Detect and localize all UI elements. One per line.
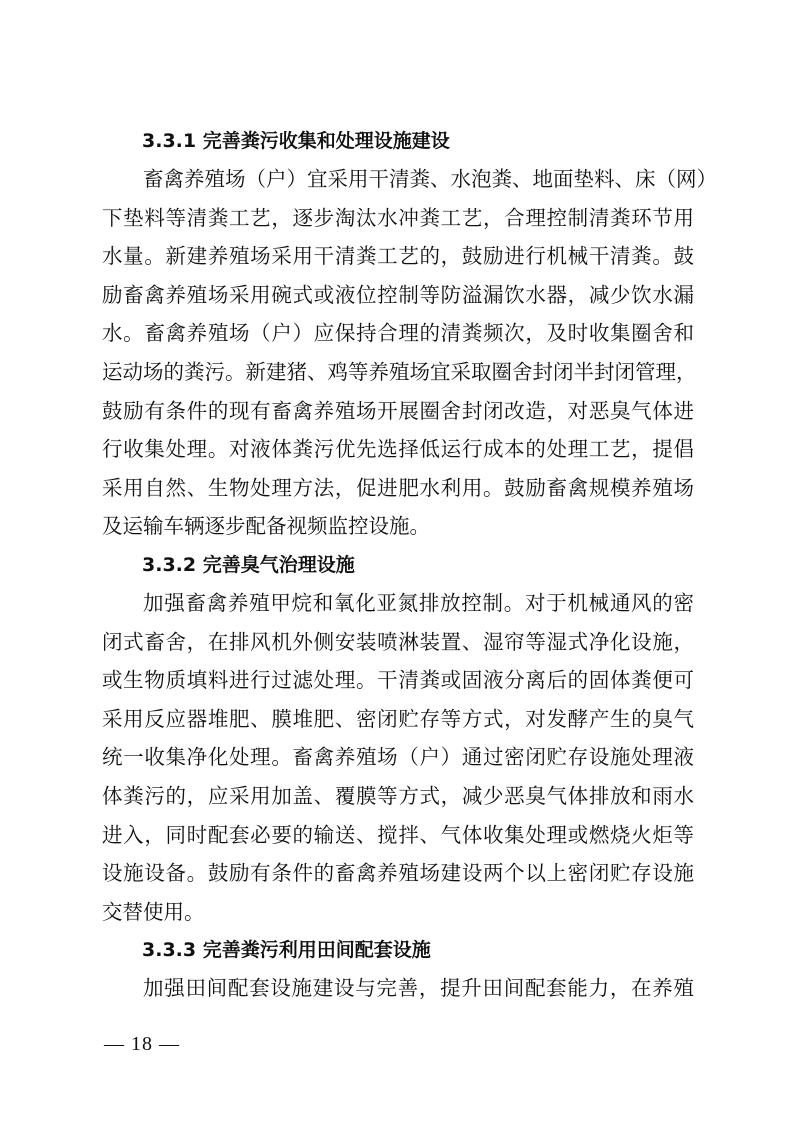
text-line: 水。畜禽养殖场（户）应保持合理的清粪频次，及时收集圈舍和 [102,321,694,346]
text-line: 加强畜禽养殖甲烷和氧化亚氮排放控制。对于机械通风的密 [143,590,694,615]
text-line: 畜禽养殖场（户）宜采用干清粪、水泡粪、地面垫料、床（网） [143,167,717,191]
page-body [102,122,717,1008]
section-heading-3-3-2: 3.3.2 完善臭气治理设施 [142,553,355,576]
text-line: 或生物质填料进行过滤处理。干清粪或固液分离后的固体粪便可 [102,668,694,693]
text-line: 及运输车辆逐步配备视频监控设施。 [102,514,430,539]
text-line: 采用反应器堆肥、膜堆肥、密闭贮存等方式，对发酵产生的臭气 [102,706,694,731]
page-number: — 18 — [104,1033,180,1055]
section-paragraph-3-3-2 [102,584,694,931]
text-line: 水量。新建养殖场采用干清粪工艺的，鼓励进行机械干清粪。鼓 [102,244,694,269]
text-line: 闭式畜舍，在排风机外侧安装喷淋装置、湿帘等湿式净化设施， [102,629,694,654]
text-line: 励畜禽养殖场采用碗式或液位控制等防溢漏饮水器，减少饮水漏 [102,282,694,307]
section-heading-3-3-3: 3.3.3 完善粪污利用田间配套设施 [142,939,431,962]
text-line: 行收集处理。对液体粪污优先选择低运行成本的处理工艺，提倡 [102,437,694,462]
text-line: 鼓励有条件的现有畜禽养殖场开展圈舍封闭改造，对恶臭气体进 [102,398,694,423]
section-paragraph-3-3-3 [102,969,694,1008]
text-line: 运动场的粪污。新建猪、鸡等养殖场宜采取圈舍封闭半封闭管理， [102,359,697,384]
text-line: 统一收集净化处理。畜禽养殖场（户）通过密闭贮存设施处理液 [102,745,694,770]
text-line: 交替使用。 [102,899,205,924]
section-heading-3-3-1: 3.3.1 完善粪污收集和处理设施建设 [142,130,450,152]
text-line: 体粪污的，应采用加盖、覆膜等方式，减少恶臭气体排放和雨水 [102,783,694,808]
text-line: 加强田间配套设施建设与完善，提升田间配套能力，在养殖 [143,976,694,1001]
text-line: 下垫料等清粪工艺，逐步淘汰水冲粪工艺，合理控制清粪环节用 [102,205,694,230]
text-line: 采用自然、生物处理方法，促进肥水利用。鼓励畜禽规模养殖场 [102,475,694,500]
text-line: 进入，同时配套必要的输送、搅拌、气体收集处理或燃烧火炬等 [102,822,694,847]
section-paragraph-3-3-1 [102,160,717,546]
text-line: 设施设备。鼓励有条件的畜禽养殖场建设两个以上密闭贮存设施 [102,861,694,886]
